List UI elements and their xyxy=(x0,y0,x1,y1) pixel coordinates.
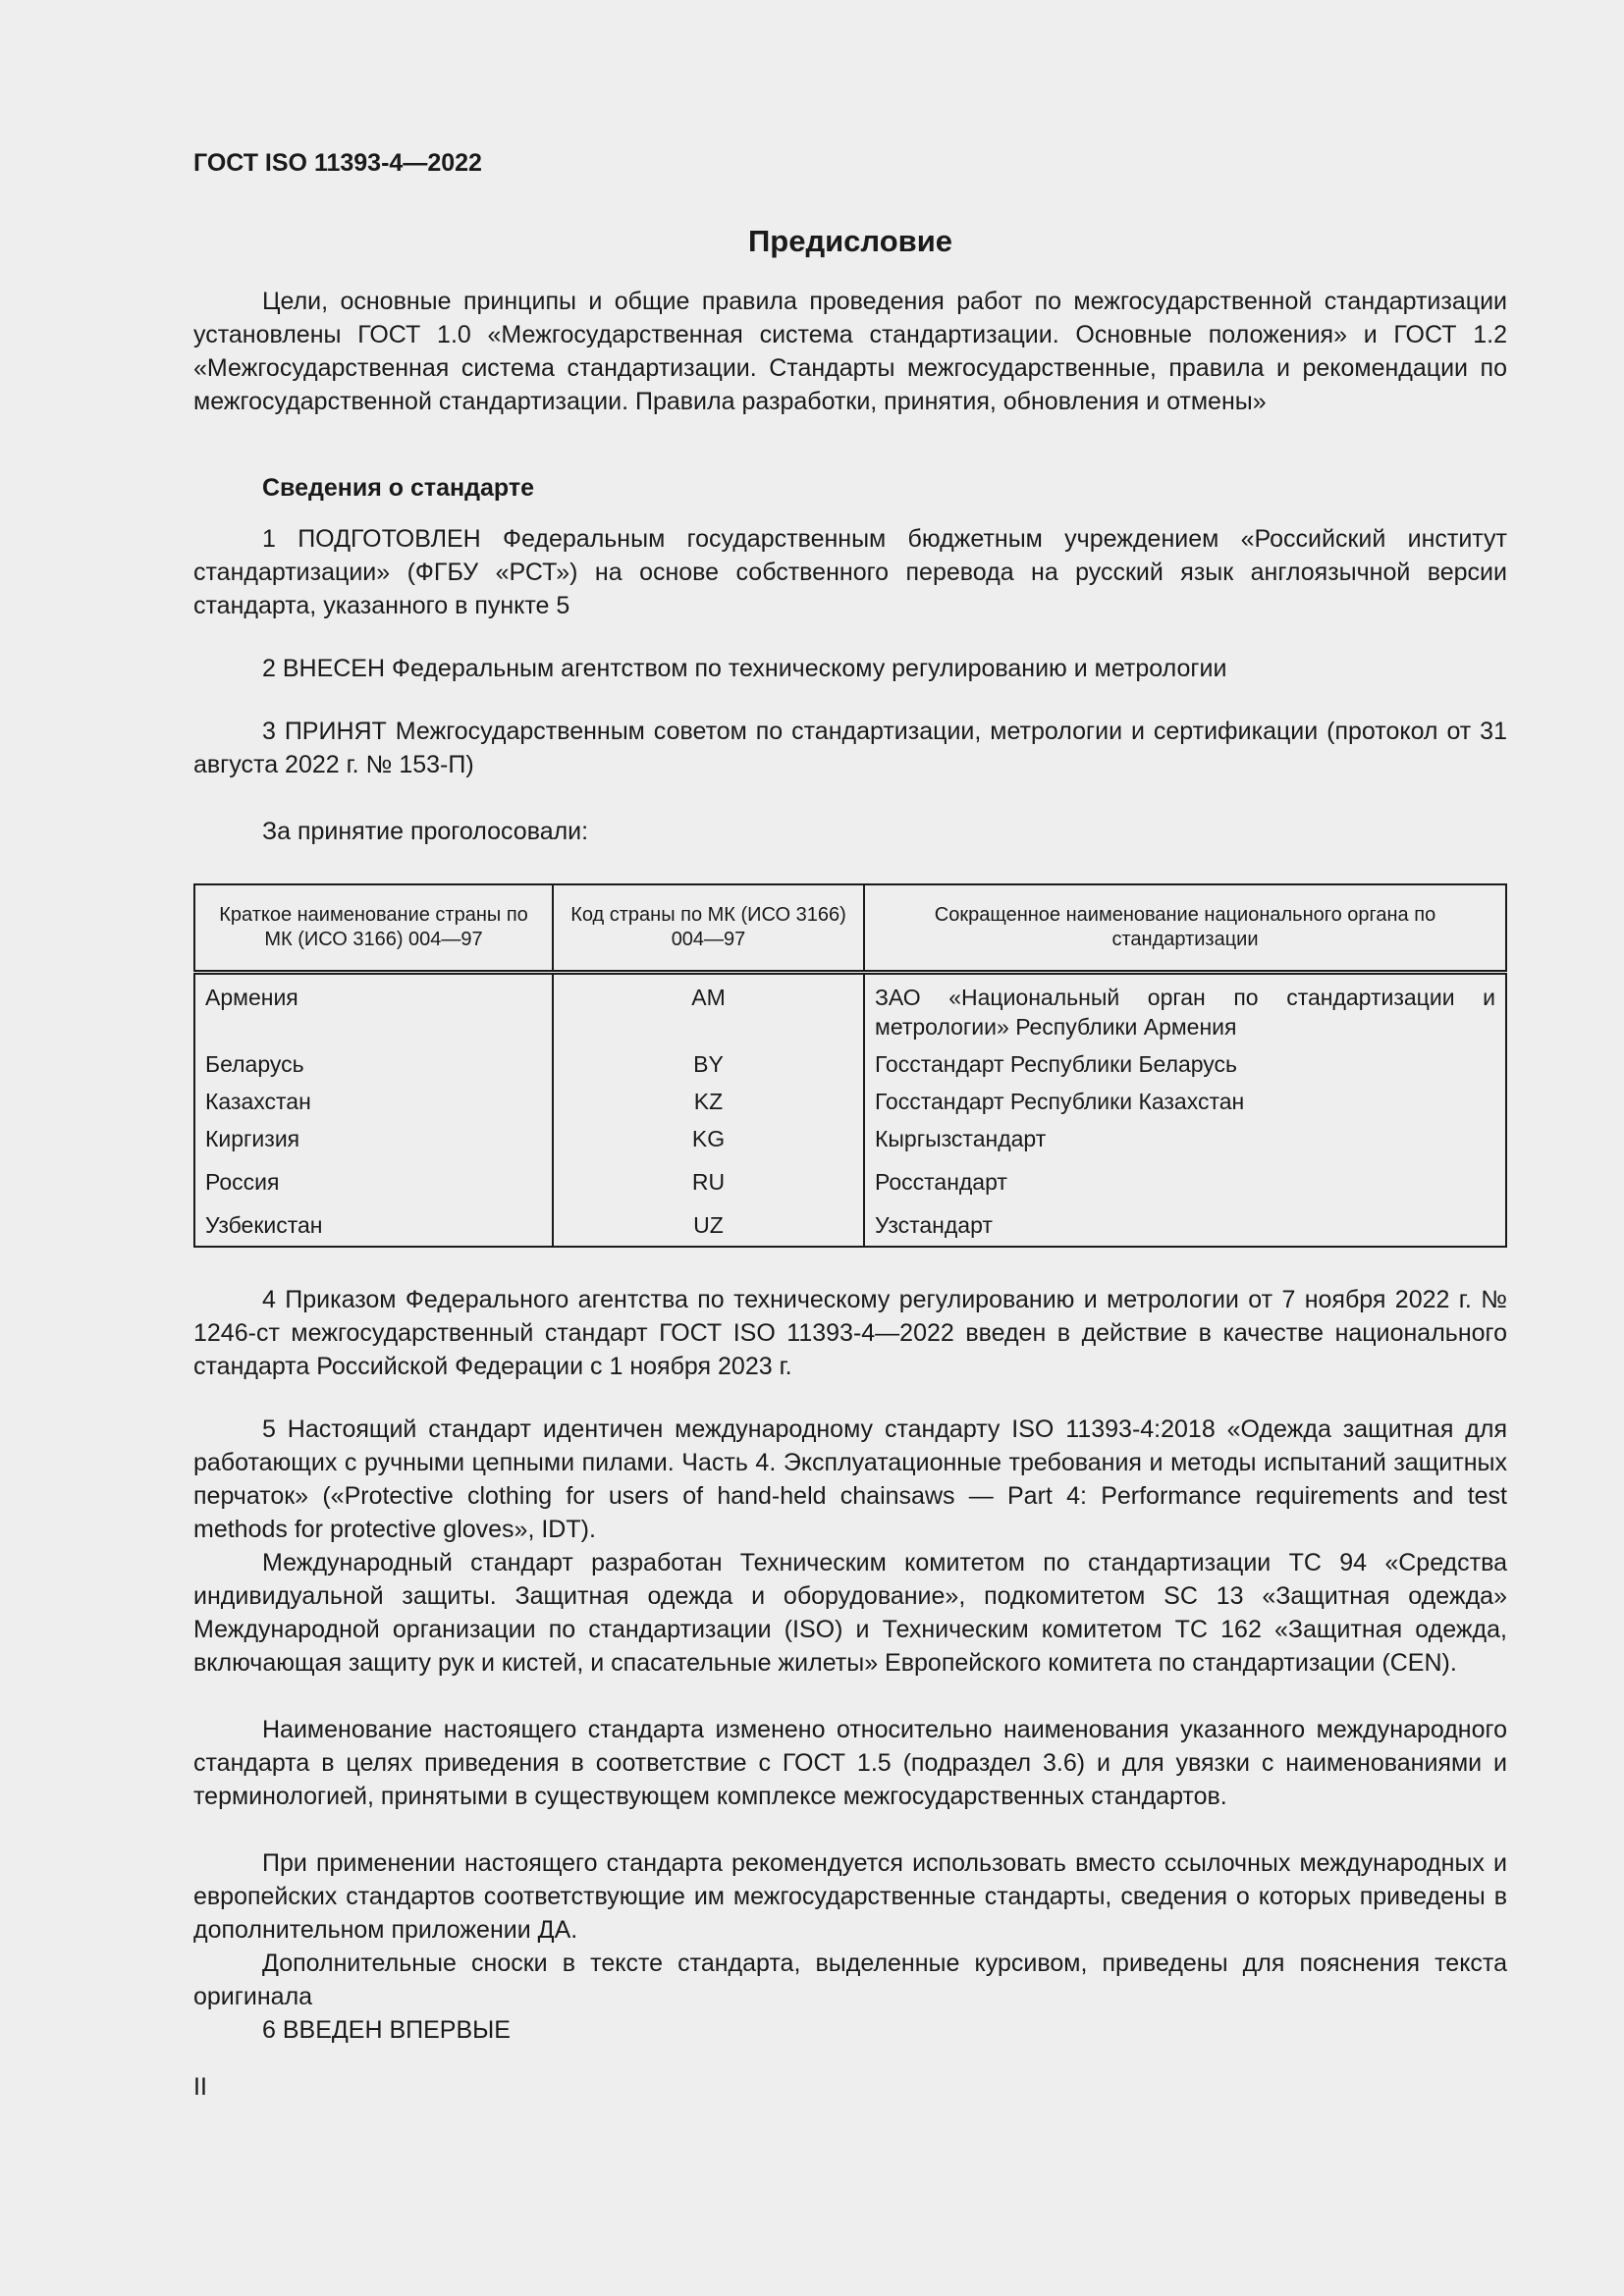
intro-paragraph: Цели, основные принципы и общие правила проведения работ по межгосударственной стандартизации установлены ГОСТ 1.0 «Межгосударственная система стандартизации. Основные положения» и ГОСТ 1.2 «Межгосударственная система стандартизации. Стандарты межгосударственные, правила и рекомендации по межгосударственной стандартизации. Правила разработки, принятия, обновления и отмены» xyxy=(193,288,1507,415)
country-cell: Киргизия xyxy=(194,1120,553,1163)
item-5-footnotes-note: Дополнительные сноски в тексте стандарта, выделенные курсивом, приведены для пояснения текста оригинала xyxy=(193,1949,1507,2010)
table-row xyxy=(194,1120,1506,1163)
item-2-introduced: 2 ВНЕСЕН Федеральным агентством по техническому регулированию и метрологии xyxy=(262,655,1227,682)
agency-cell: Госстандарт Республики Казахстан xyxy=(864,1083,1506,1120)
code-cell: UZ xyxy=(553,1206,864,1247)
header-country-code: Код страны по МК (ИСО 3166) 004—97 xyxy=(553,884,864,973)
document-code-header: ГОСТ ISO 11393-4—2022 xyxy=(193,149,482,177)
country-cell: Казахстан xyxy=(194,1083,553,1120)
item-4-order: 4 Приказом Федерального агентства по техническому регулированию и метрологии от 7 ноября 2022 г. № 1246-ст межгосударственный стандарт ГОСТ ISO 11393-4—2022 введен в действие в качестве национального стандарта Российской Федерации с 1 ноября 2023 г. xyxy=(193,1286,1507,1380)
agency-cell: Кыргызстандарт xyxy=(864,1120,1506,1163)
code-cell: AM xyxy=(553,973,864,1046)
agency-cell: Узстандарт xyxy=(864,1206,1506,1247)
country-cell: Россия xyxy=(194,1163,553,1206)
item-5-name-change: Наименование настоящего стандарта изменено относительно наименования указанного международного стандарта в целях приведения в соответствие с ГОСТ 1.5 (подраздел 3.6) и для увязки с наименованиями и терминологией, принятыми в существующем комплексе межгосударственных стандартов. xyxy=(193,1716,1507,1810)
item-5-identical: 5 Настоящий стандарт идентичен международному стандарту ISO 11393-4:2018 «Одежда защитная для работающих с ручными цепными пилами. Часть 4. Эксплуатационные требования и методы испытаний защитных перчаток» («Protective clothing for users of hand-held chainsaws — Part 4: Performance requirements and test methods for protective gloves», IDT). xyxy=(193,1415,1507,1543)
table-row xyxy=(194,1206,1506,1247)
item-5-reference-note: При применении настоящего стандарта рекомендуется использовать вместо ссылочных международных и европейских стандартов соответствующие им межгосударственные стандарты, сведения о которых приведены в дополнительном приложении ДА. xyxy=(193,1849,1507,1944)
voting-countries-table xyxy=(193,883,1507,1248)
code-cell: KZ xyxy=(553,1083,864,1120)
country-cell: Беларусь xyxy=(194,1045,553,1083)
item-6-introduced-first: 6 ВВЕДЕН ВПЕРВЫЕ xyxy=(262,2016,511,2044)
table-row xyxy=(194,973,1506,1046)
code-cell: RU xyxy=(553,1163,864,1206)
table-row xyxy=(194,1083,1506,1120)
agency-cell: Госстандарт Республики Беларусь xyxy=(864,1045,1506,1083)
item-5-developer: Международный стандарт разработан Техническим комитетом по стандартизации ТС 94 «Средства индивидуальной защиты. Защитная одежда и оборудование», подкомитетом SC 13 «Защитная одежда» Международной организации по стандартизации (ISO) и Техническим комитетом ТС 162 «Защитная одежда, включающая защиту рук и кистей, и спасательные жилеты» Европейского комитета по стандартизации (CEN). xyxy=(193,1549,1507,1677)
voted-label: За принятие проголосовали: xyxy=(262,818,589,845)
item-3-adopted: 3 ПРИНЯТ Межгосударственным советом по стандартизации, метрологии и сертификации (протокол от 31 августа 2022 г. № 153-П) xyxy=(193,718,1507,778)
header-country-name: Краткое наименование страны по МК (ИСО 3166) 004—97 xyxy=(194,884,553,973)
table-row xyxy=(194,1163,1506,1206)
table-row xyxy=(194,1045,1506,1083)
agency-cell: ЗАО «Национальный орган по стандартизации и метрологии» Республики Армения xyxy=(864,973,1506,1046)
table-header-row xyxy=(194,884,1506,973)
country-cell: Узбекистан xyxy=(194,1206,553,1247)
agency-cell: Росстандарт xyxy=(864,1163,1506,1206)
code-cell: KG xyxy=(553,1120,864,1163)
code-cell: BY xyxy=(553,1045,864,1083)
country-cell: Армения xyxy=(194,973,553,1046)
item-1-prepared: 1 ПОДГОТОВЛЕН Федеральным государственным бюджетным учреждением «Российский институт стандартизации» (ФГБУ «РСТ») на основе собственного перевода на русский язык англоязычной версии стандарта, указанного в пункте 5 xyxy=(193,525,1507,619)
header-national-body: Сокращенное наименование национального органа по стандартизации xyxy=(864,884,1506,973)
page-number: II xyxy=(193,2073,207,2101)
standard-info-heading: Сведения о стандарте xyxy=(262,474,535,502)
page-title: Предисловие xyxy=(747,224,952,258)
